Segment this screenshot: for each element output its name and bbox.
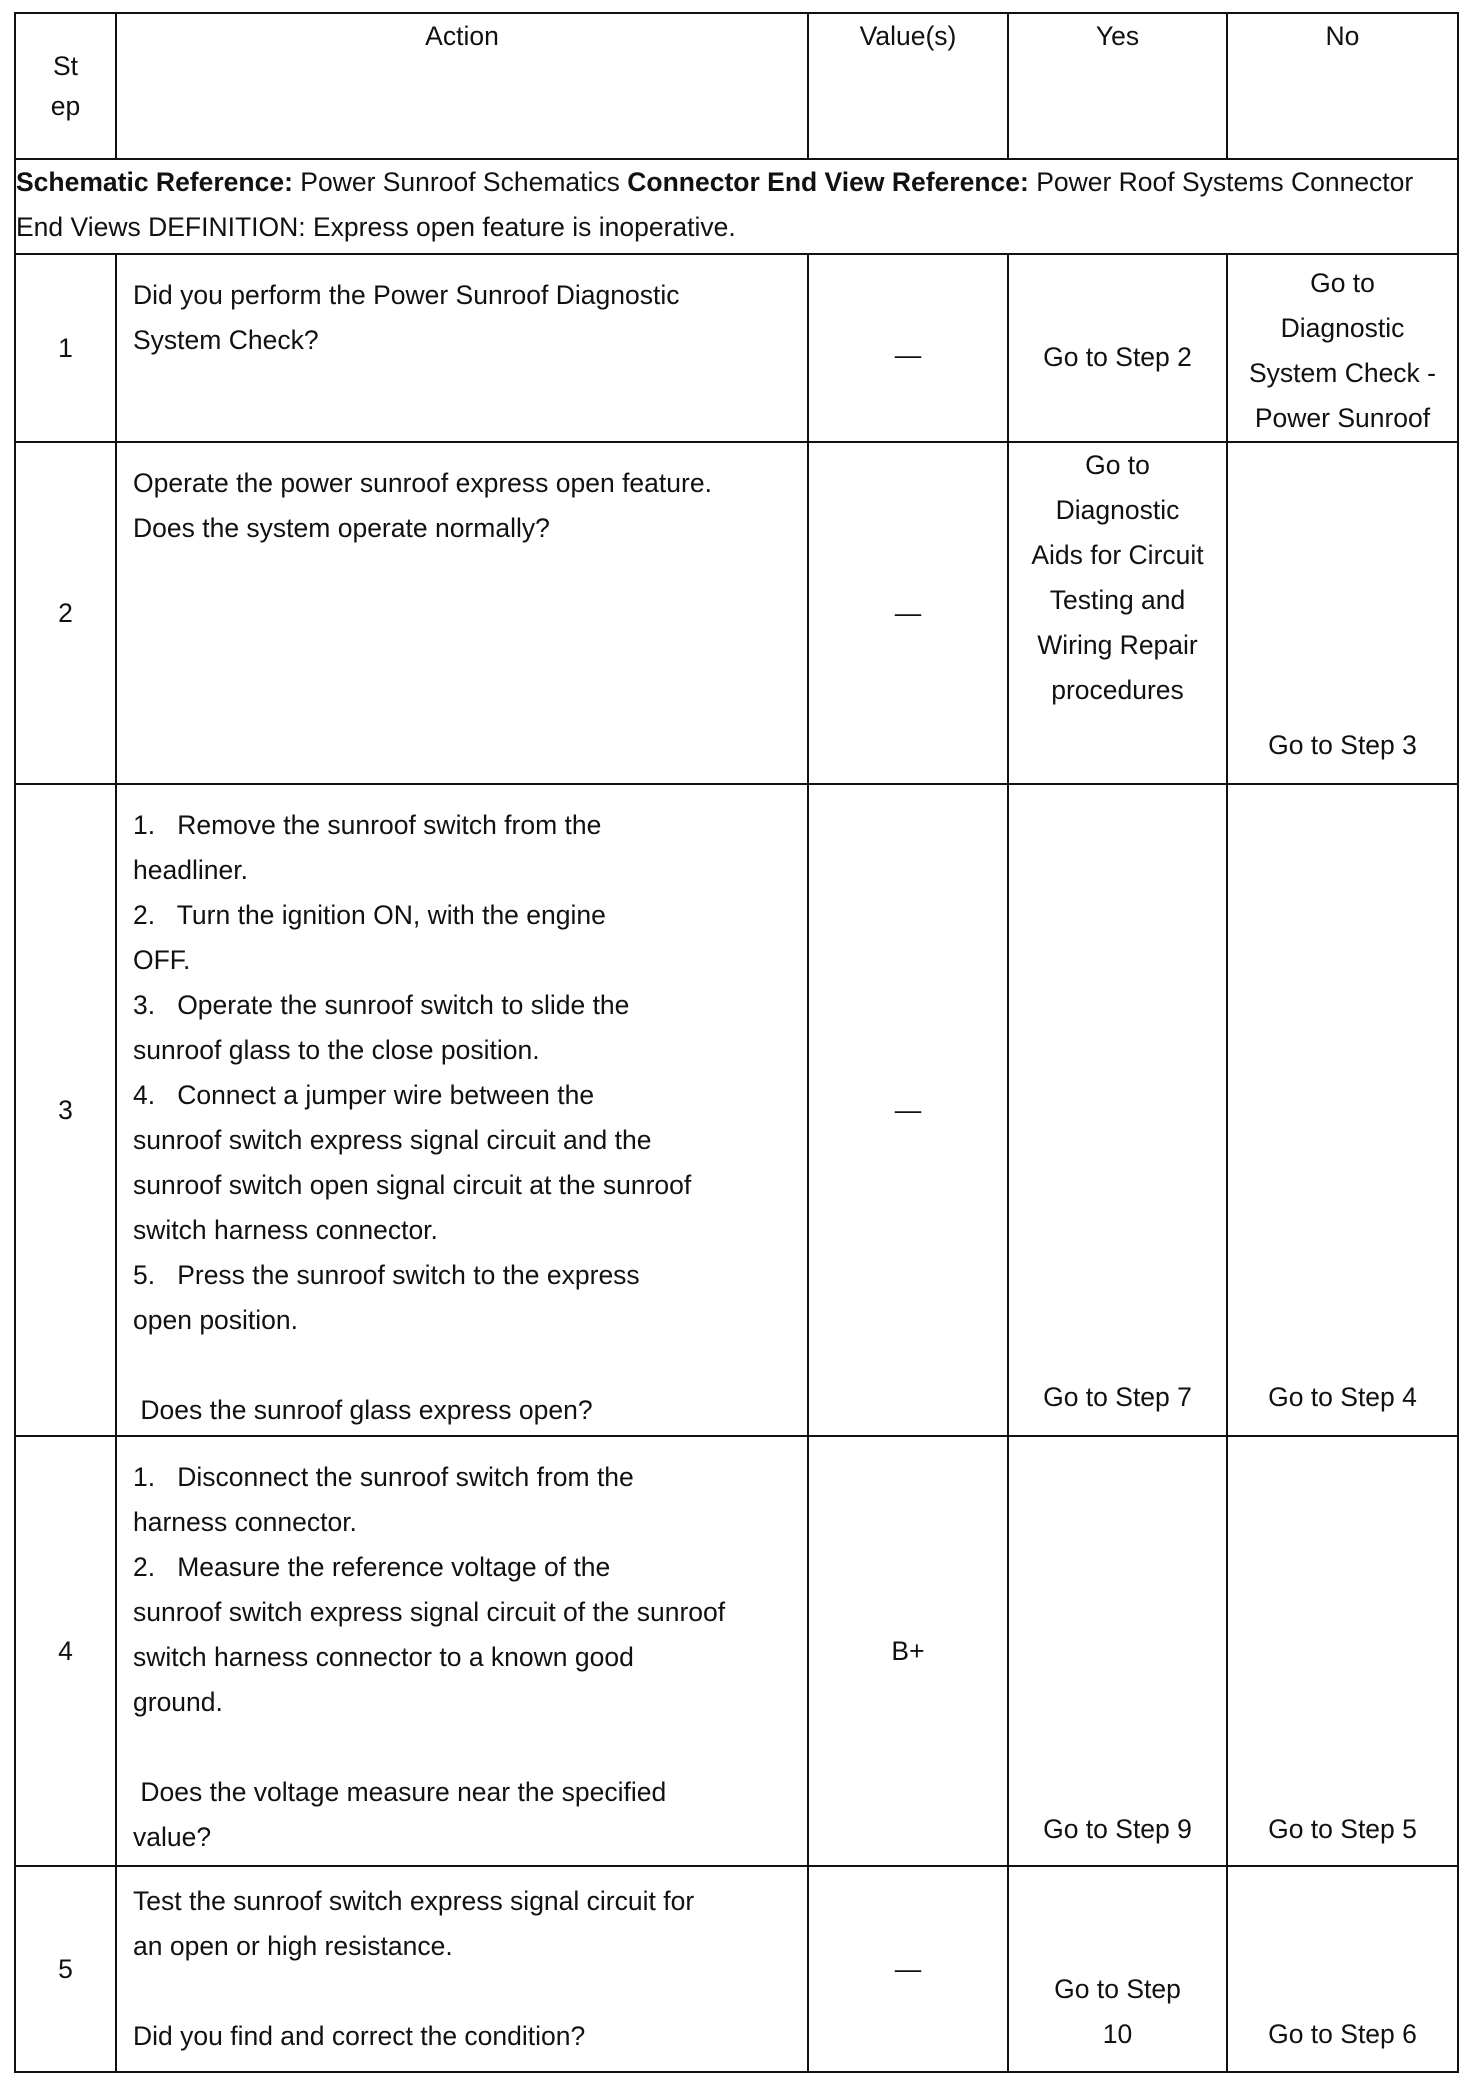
action-cell: Test the sunroof switch express signal circuit for an open or high resistance. Did you find and correct the condition? xyxy=(116,1866,808,2072)
no-cell: Go to Step 4 xyxy=(1227,784,1458,1436)
table-row xyxy=(15,784,1458,1436)
schematic-reference: Schematic Reference: Power Sunroof Schematics Connector End View Reference: Power Roof Systems Connector End Views DEFINITION: Express open feature is inoperative. xyxy=(15,159,1458,254)
yes-cell: Go to Diagnostic Aids for Circuit Testing and Wiring Repair procedures xyxy=(1008,442,1227,784)
schematic-row xyxy=(15,159,1458,254)
header-row xyxy=(15,13,1458,159)
no-cell: Go to Step 6 xyxy=(1227,1866,1458,2072)
value-cell: — xyxy=(808,442,1008,784)
action-cell: 1. Disconnect the sunroof switch from the harness connector. 2. Measure the reference voltage of the sunroof switch express signal circuit of the sunroof switch harness connector to a known good ground. Does the voltage measure near the specified value? xyxy=(116,1436,808,1866)
value-cell: — xyxy=(808,254,1008,442)
header-values: Value(s) xyxy=(808,13,1008,159)
action-cell: Did you perform the Power Sunroof Diagnostic System Check? xyxy=(116,254,808,442)
header-yes: Yes xyxy=(1008,13,1227,159)
no-cell: Go to Step 3 xyxy=(1227,442,1458,784)
header-action: Action xyxy=(116,13,808,159)
step-number: 1 xyxy=(15,254,116,442)
yes-cell: Go to Step 2 xyxy=(1008,254,1227,442)
header-step: St ep xyxy=(15,13,116,159)
yes-cell: Go to Step 10 xyxy=(1008,1866,1227,2072)
step-number: 3 xyxy=(15,784,116,1436)
action-cell: Operate the power sunroof express open feature. Does the system operate normally? xyxy=(116,442,808,784)
diagnostic-table xyxy=(14,12,1459,2073)
table-row xyxy=(15,1436,1458,1866)
no-cell: Go to Step 5 xyxy=(1227,1436,1458,1866)
value-cell: B+ xyxy=(808,1436,1008,1866)
step-number: 2 xyxy=(15,442,116,784)
value-cell: — xyxy=(808,784,1008,1436)
value-cell: — xyxy=(808,1866,1008,2072)
yes-cell: Go to Step 7 xyxy=(1008,784,1227,1436)
table-row xyxy=(15,254,1458,442)
header-no: No xyxy=(1227,13,1458,159)
no-cell: Go to Diagnostic System Check - Power Sunroof xyxy=(1227,254,1458,442)
table-row xyxy=(15,442,1458,784)
yes-cell: Go to Step 9 xyxy=(1008,1436,1227,1866)
step-number: 5 xyxy=(15,1866,116,2072)
action-cell: 1. Remove the sunroof switch from the headliner. 2. Turn the ignition ON, with the engine OFF. 3. Operate the sunroof switch to slide the sunroof glass to the close position. 4. Connect a jumper wire between the sunroof switch express signal circuit and the sunroof switch open signal circuit at the sunroof switch harness connector. 5. Press the sunroof switch to the express open position. Does the sunroof glass express open? xyxy=(116,784,808,1436)
table-row xyxy=(15,1866,1458,2072)
step-number: 4 xyxy=(15,1436,116,1866)
